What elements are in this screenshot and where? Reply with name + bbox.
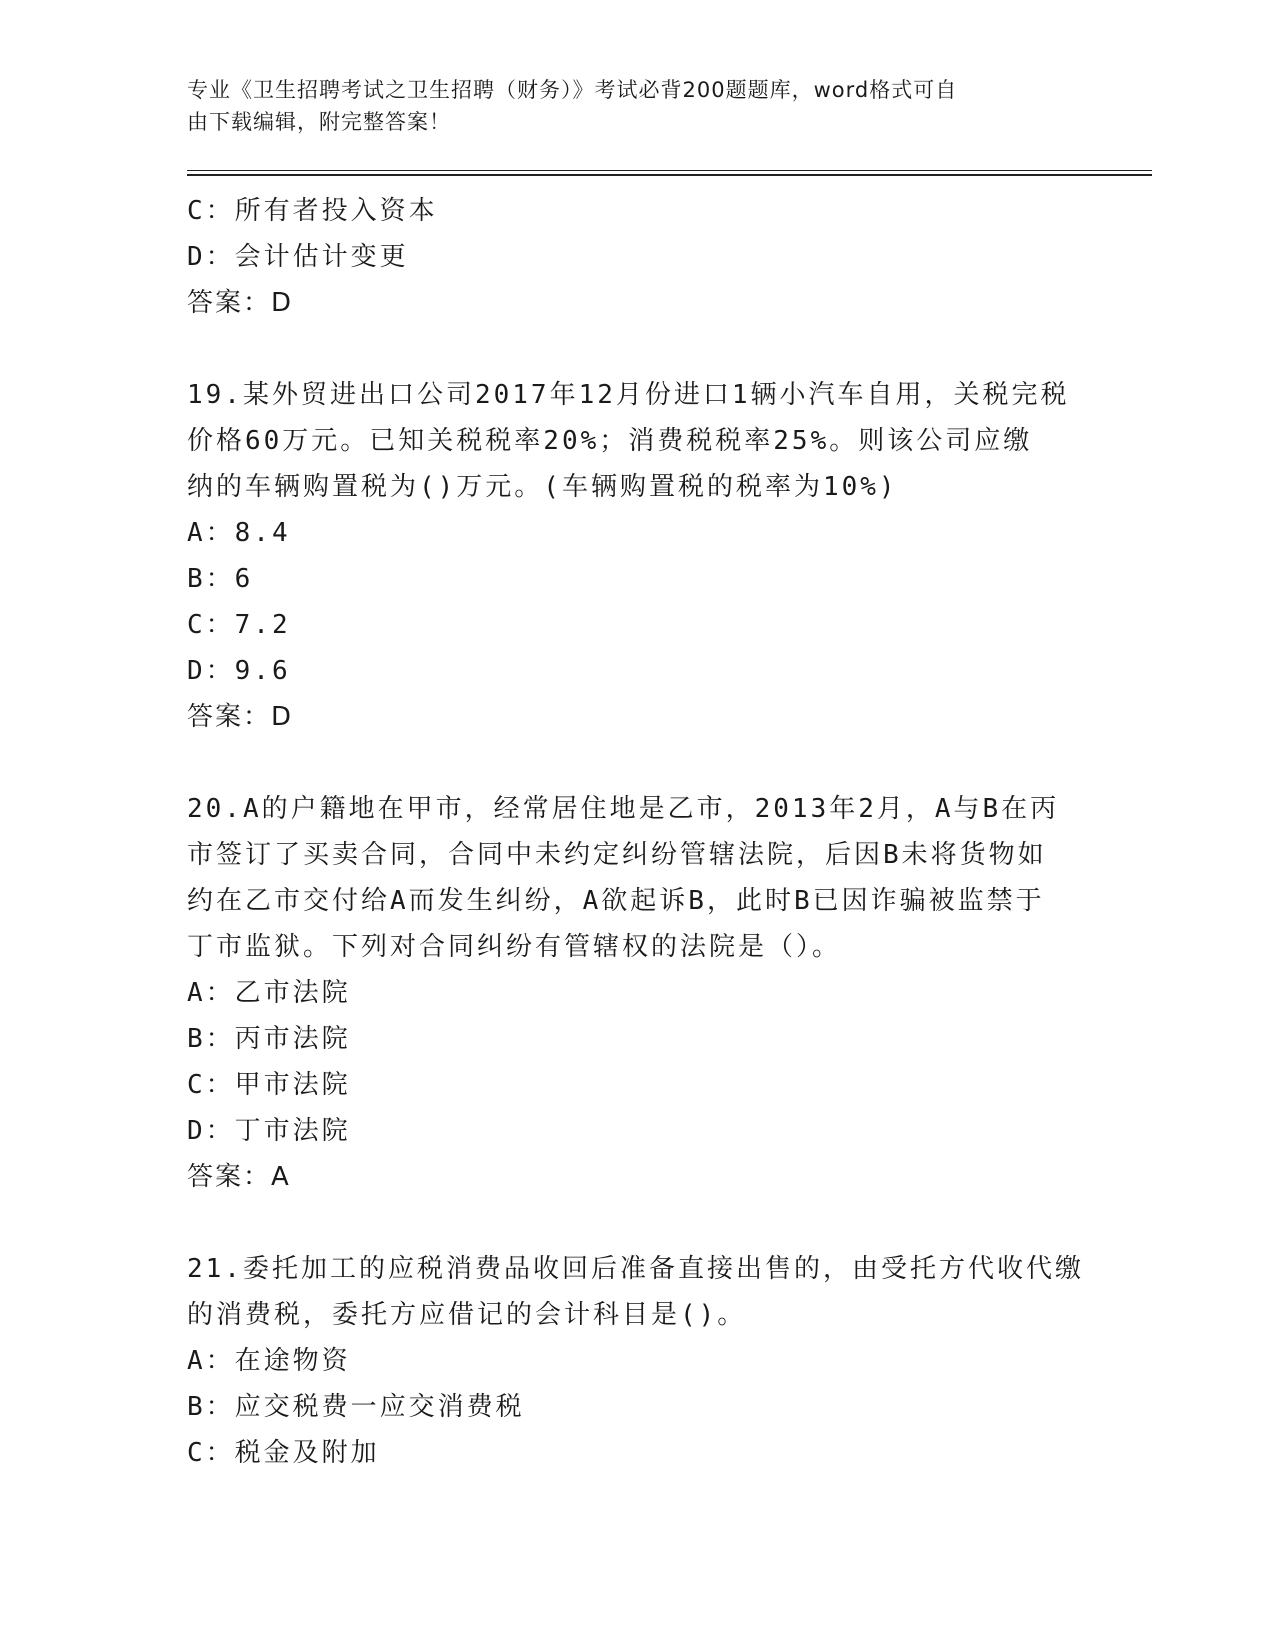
- question-text-line: 19.某外贸进出口公司2017年12月份进口1辆小汽车自用，关税完税: [187, 380, 1070, 410]
- document-header: [187, 74, 1087, 138]
- question-text-line: 纳的车辆购置税为()万元。(车辆购置税的税率为10%): [187, 472, 898, 502]
- option-a: A：乙市法院: [187, 978, 351, 1008]
- question-19: [187, 372, 1107, 740]
- question-text-line: 约在乙市交付给A而发生纠纷，A欲起诉B，此时B已因诈骗被监禁于: [187, 886, 1045, 916]
- question-text-line: 的消费税，委托方应借记的会计科目是()。: [187, 1300, 747, 1330]
- option-c: C：所有者投入资本: [187, 196, 438, 226]
- option-b: B：应交税费一应交消费税: [187, 1392, 525, 1422]
- option-c: C：7.2: [187, 610, 291, 640]
- option-a: A：在途物资: [187, 1346, 351, 1376]
- answer-label: 答案：D: [187, 288, 294, 318]
- option-a: A：8.4: [187, 518, 291, 548]
- option-d: D：会计估计变更: [187, 242, 409, 272]
- option-b: B：丙市法院: [187, 1024, 351, 1054]
- spacer: [187, 1200, 1107, 1246]
- option-b: B：6: [187, 564, 254, 594]
- option-c: C：税金及附加: [187, 1438, 380, 1468]
- question-text-line: 21.委托加工的应税消费品收回后准备直接出售的，由受托方代收代缴: [187, 1254, 1084, 1284]
- question-text-line: 丁市监狱。下列对合同纠纷有管辖权的法院是（）。: [187, 932, 842, 962]
- answer-label: 答案：D: [187, 702, 294, 732]
- header-line-2: 由下载编辑，附完整答案！: [187, 110, 451, 134]
- question-text-line: 价格60万元。已知关税税率20%；消费税税率25%。则该公司应缴: [187, 426, 1033, 456]
- option-c: C：甲市法院: [187, 1070, 351, 1100]
- header-rule-thin: [187, 170, 1152, 171]
- option-d: D：丁市法院: [187, 1116, 351, 1146]
- answer-label: 答案：A: [187, 1162, 291, 1192]
- option-d: D：9.6: [187, 656, 291, 686]
- question-content: [187, 188, 1107, 1476]
- question-text-line: 20.A的户籍地在甲市，经常居住地是乙市，2013年2月，A与B在丙: [187, 794, 1060, 824]
- spacer: [187, 740, 1107, 786]
- question-text-line: 市签订了买卖合同，合同中未约定纠纷管辖法院，后因B未将货物如: [187, 840, 1047, 870]
- spacer: [187, 326, 1107, 372]
- header-rule-thick: [187, 174, 1152, 176]
- header-line-1: 专业《卫生招聘考试之卫生招聘（财务）》考试必背200题题库，word格式可自: [187, 78, 958, 102]
- question-21: [187, 1246, 1107, 1476]
- question-20: [187, 786, 1107, 1200]
- partial-question: [187, 188, 1107, 326]
